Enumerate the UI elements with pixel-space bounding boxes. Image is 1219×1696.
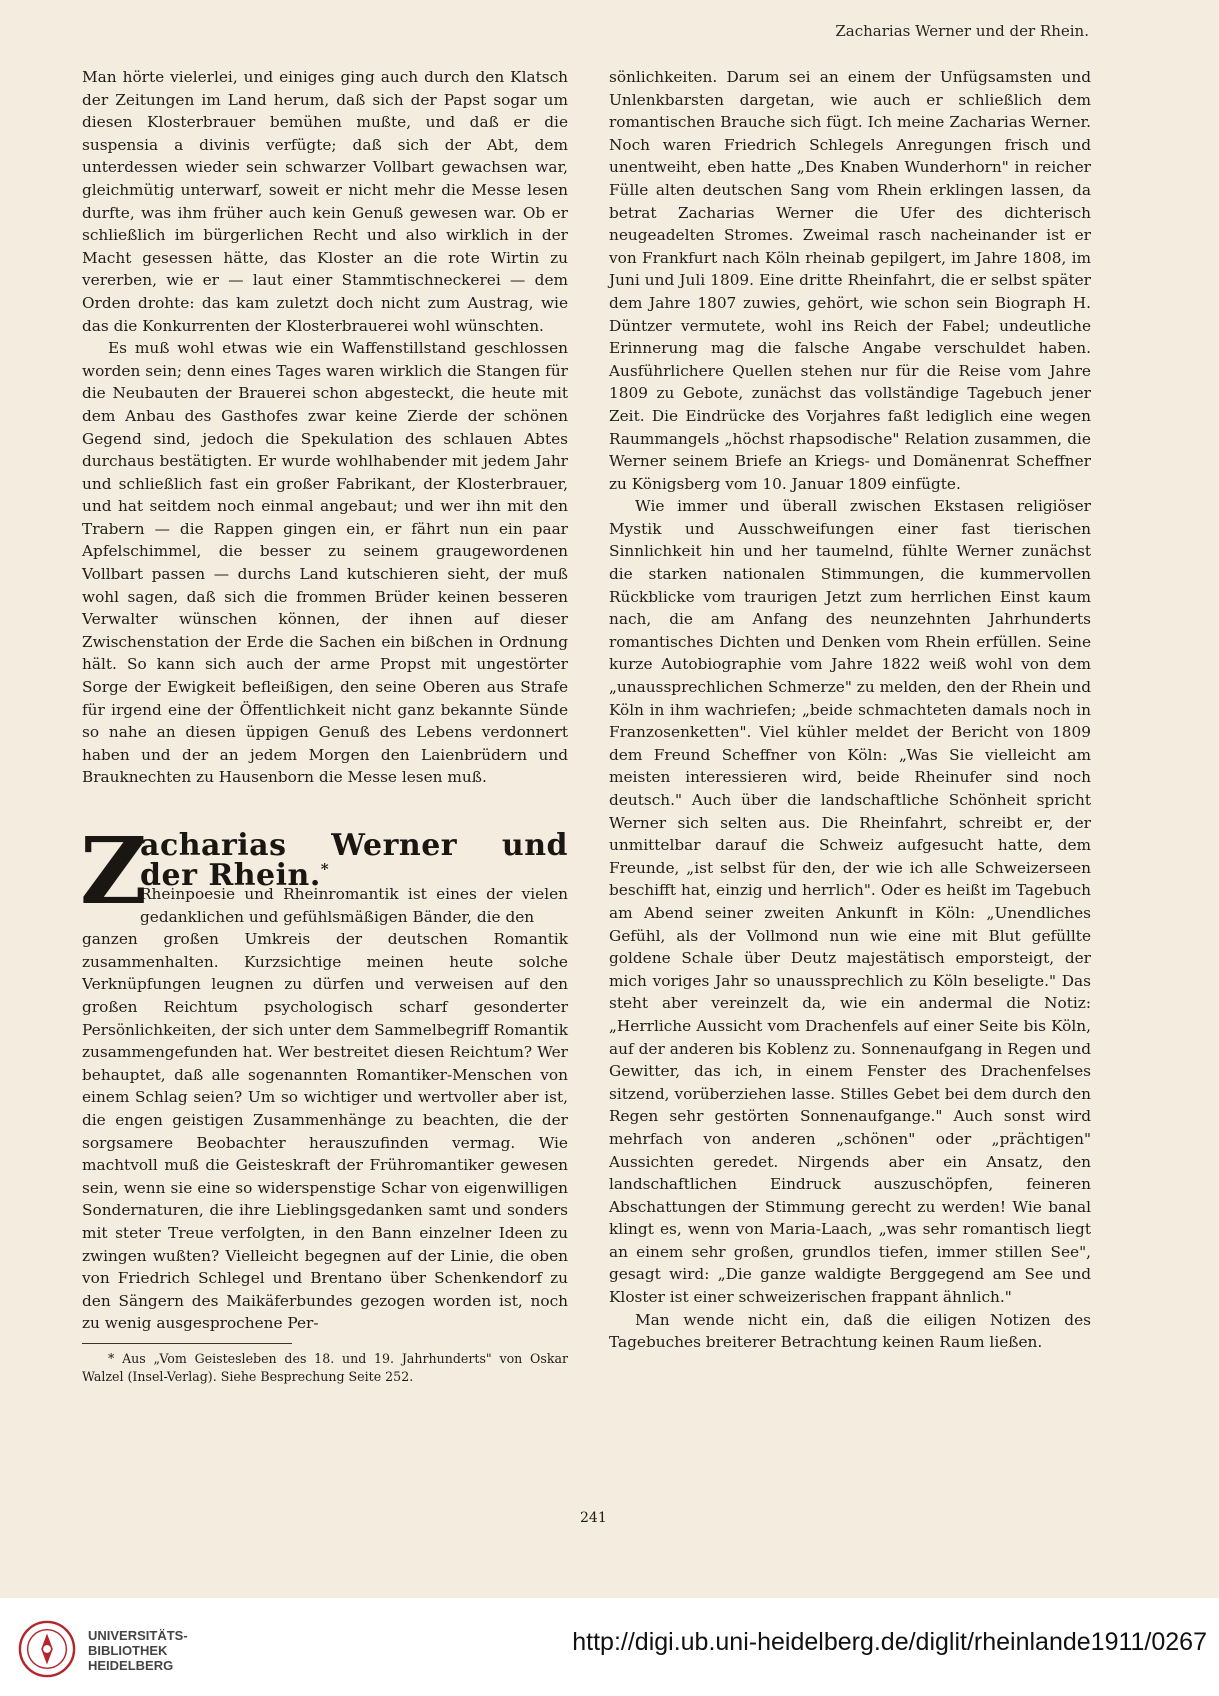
left-column [82,66,568,1386]
library-name-line: BIBLIOTHEK [88,1643,168,1658]
library-name [88,1628,188,1673]
library-name-line: HEIDELBERG [88,1658,174,1673]
drop-cap: Z [80,817,148,925]
footer-bar [0,1598,1219,1696]
right-column [609,66,1091,1354]
article-intro: Rheinpoesie und Rheinromantik ist eines der vielen gedanklichen und gefühlsmäßigen Bänder, die den [140,885,568,926]
paragraph: Wie immer und überall zwischen Ekstasen religiöser Mystik und Ausschweifungen einer fast tierischen Sinnlichkeit hin und her taumelnd, fühlte Werner zunächst die starken nationalen Stimmungen, die kummervollen Rückblicke vom traurigen Jetzt zum herrlichen Einst kaum nach, die am Anfang des neunzehnten Jahrhunderts romantisches Dichten und Denken vom Rhein erfüllen. Seine kurze Autobiographie vom Jahre 1822 weiß wohl von dem „unaussprechlichen Schmerze" zu melden, den der Rhein und Köln in ihm wachriefen; „beide schmachteten damals noch in Franzosenketten". Viel kühler meldet der Bericht von 1809 dem Freund Scheffner von Köln: „Was Sie vielleicht am meisten interessieren wird, beide Rheinufer sind noch deutsch." Auch über die landschaftliche Schönheit spricht Werner sich selten aus. Die Rheinfahrt, schreibt er, der unmittelbar darauf die Schweiz aufgesucht hatte, dem Freunde, „ist selbst für den, der wie ich alle Schweizerseen beschifft hat, einzig und herrlich". Oder es heißt im Tagebuch am Abend seiner zweiten Ankunft in Köln: „Unendliches Gefühl, als der Vollmond nun wie eine mit Blut gefüllte goldene Schale über Deutz majestätisch emporsteigt, der mich voriges Jahr so unaussprechlich zu Köln beseligte." Das steht aber vereinzelt da, wie ein andermal die Notiz: „Herrliche Aussicht vom Drachenfels auf einer Seite bis Köln, auf der anderen bis Koblenz zu. Sonnenaufgang in Regen und Gewitter, das ich, in einem Fenster des Drachenfelses sitzend, vorüberziehen lasse. Stilles Gebet bei dem durch den Regen sehr gestörten Sonnenaufgange." Auch sonst wird mehrfach von anderen „schönen" oder „prächtigen" Aussichten geredet. Nirgends aber ein Ansatz, den landschaftlichen Eindruck auszuschöpfen, feineren Abschattungen der Stimmung gerecht zu werden! Wie banal klingt es, wenn von Maria-Laach, „was sehr romantisch liegt an einem sehr großen, grundlos tiefen, immer stillen See", gesagt wird: „Die ganze waldigte Berggegend am See und Kloster ist einer schweizerischen frappant ähnlich." [609,497,1091,1307]
paragraph: Man wende nicht ein, daß die eiligen Notizen des Tagebuches breiterer Betrachtung keinen Raum ließen. [609,1310,1091,1352]
source-url-link[interactable]: http://digi.ub.uni-heidelberg.de/diglit/rheinlande1911/0267 [572,1628,1207,1656]
footnote-divider [82,1343,292,1344]
article-heading [80,817,568,928]
university-seal-icon [18,1620,76,1678]
footnote-marker: * [320,859,330,878]
library-name-line: UNIVERSITÄTS- [88,1628,188,1643]
paragraph: Es muß wohl etwas wie ein Waffenstillstand geschlossen worden sein; denn eines Tages waren wirklich die Stangen für die Neubauten der Brauerei schon abgesteckt, die heute mit dem Anbau des Gasthofes zwar keine Zierde der schönen Gegend sind, jedoch die Spekulation des schlauen Abtes durchaus bestätigten. Er wurde wohlhabender mit jedem Jahr und schließlich fast ein großer Fabrikant, der Klosterbrauer, und hat seitdem noch einmal angebaut; und wer ihn mit den Trabern — die Rappen gingen ein, er fährt nun ein paar Apfelschimmel, die besser zu seinem graugewordenen Vollbart passen — durchs Land kutschieren sieht, der muß wohl sagen, daß sich die frommen Brüder keinen besseren Verwalter wünschen können, der ihnen auf dieser Zwischenstation der Erde die Sachen ein bißchen in Ordnung hält. So kann sich auch der arme Propst mit ungestörter Sorge der Ewigkeit befleißigen, den seine Oberen aus Strafe für irgend eine der Öffentlichkeit nicht ganz bekannte Sünde so nahe an diesen üppigen Genuß des Lebens verdonnert haben und der an jedem Morgen den Laienbrüdern und Brauknechten zu Hausenborn die Messe lesen muß. [82,339,568,787]
paragraph: Man hörte vielerlei, und einiges ging auch durch den Klatsch der Zeitungen im Land herum, daß sich der Papst sogar um diesen Klosterbrauer bemühen mußte, und daß er die suspensia a divinis verfügte; daß sich der Abt, dem unterdessen wieder sein schwarzer Vollbart gewachsen war, gleichmütig unterwarf, soweit er nicht mehr die Messe lesen durfte, was ihm früher auch kein Genuß gewesen war. Ob er schließlich im bürgerlichen Recht und also wirklich in der Macht gesessen hätte, das Kloster an die rote Wirtin zu vererben, wie er — laut einer Stammtischneckerei — dem Orden drohte: das kam zuletzt doch nicht zum Austrag, wie das die Konkurrenten der Klosterbrauerei wohl wünschten. [82,68,568,335]
article-title [140,828,568,893]
page-number: 241 [580,1510,607,1526]
footnote: * Aus „Vom Geistesleben des 18. und 19. Jahrhunderts" von Oskar Walzel (Insel-Verlag). Siehe Besprechung Seite 252. [82,1350,568,1384]
article-body: ganzen großen Umkreis der deutschen Romantik zusammenhalten. Kurzsichtige meinen heute solche Verknüpfungen leugnen zu dürfen und verweisen auf den großen Reichtum psychologisch scharf gesonderter Persönlichkeiten, der sich unter dem Sammelbegriff Romantik zusammengefunden hat. Wer bestreitet diesen Reichtum? Wer behauptet, daß alle sogenannten Romantiker-Menschen von einem Schlag seien? Um so wichtiger und wertvoller aber ist, die engen geistigen Zusammenhänge zu beachten, die der sorgsamere Beobachter herauszufinden vermag. Wie machtvoll muß die Geisteskraft der Frühromantiker gewesen sein, wenn sie eine so widerspenstige Schar von eigenwilligen Sondernaturen, die ihre Lieblingsgedanken samt und sonders mit steter Treue verfolgten, in den Bann einzelner Ideen zu zwingen wußten? Vielleicht begegnen auf der Linie, die oben von Friedrich Schlegel und Brentano über Schenkendorf zu den Sängern des Maikäferbundes gezogen worden ist, noch zu wenig ausgesprochene Per- [82,930,568,1333]
article-title-text: acharias Werner und der Rhein. [140,828,568,893]
paragraph: sönlichkeiten. Darum sei an einem der Unfügsamsten und Unlenkbarsten dargetan, wie auch er schließlich dem romantischen Brauche sich fügt. Ich meine Zacharias Werner. Noch waren Friedrich Schlegels Anregungen frisch und unentweiht, eben hatte „Des Knaben Wunderhorn" in reicher Fülle alten deutschen Sang vom Rhein erklingen lassen, da betrat Zacharias Werner die Ufer des dichterisch neugeadelten Stromes. Zweimal rasch nacheinander ist er von Frankfurt nach Köln rheinab gepilgert, im Jahre 1808, im Juni und Juli 1809. Eine dritte Rheinfahrt, die er selbst später dem Jahre 1807 zuwies, gehört, wie schon sein Biograph H. Düntzer vermutete, wohl ins Reich der Fabel; undeutliche Erinnerung mag die falsche Angabe verschuldet haben. Ausführlichere Quellen stehen nur für die Reise vom Jahre 1809 zu Gebote, zunächst das vollständige Tagebuch jener Zeit. Die Eindrücke des Vorjahres faßt lediglich eine wegen Raummangels „höchst rhapsodische" Relation zusammen, die Werner seinem Briefe an Kriegs- und Domänenrat Scheffner zu Königsberg vom 10. Januar 1809 einfügte. [609,68,1091,493]
running-head: Zacharias Werner und der Rhein. [835,22,1089,40]
